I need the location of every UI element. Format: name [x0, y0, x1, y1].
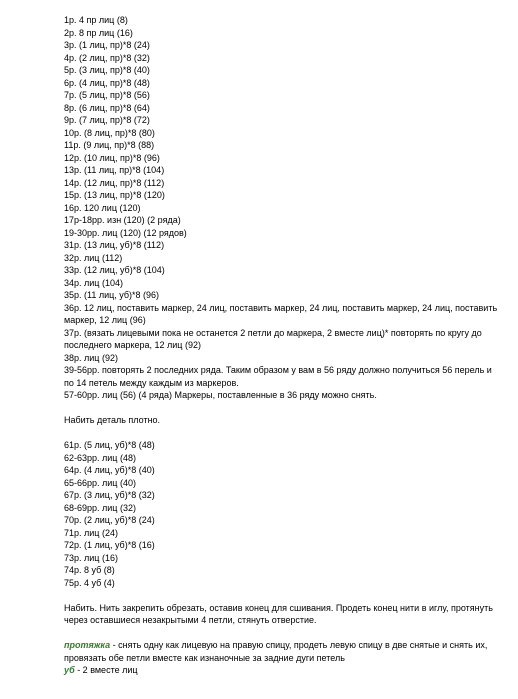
pattern-row: 19-30рр. лиц (120) (12 рядов) — [64, 227, 187, 238]
pattern-row: 64р. (4 лиц, уб)*8 (40) — [64, 465, 155, 475]
pattern-row: 70р. (2 лиц, уб)*8 (24) — [64, 515, 155, 525]
pattern-row: 68-69рр. лиц (32) — [64, 502, 136, 513]
pattern-row: 32р. лиц (112) — [64, 252, 123, 263]
pattern-row: 72р. (1 лиц, уб)*8 (16) — [64, 540, 155, 550]
pattern-row: 16р. 120 лиц (120) — [64, 202, 141, 213]
rows-part-1 — [64, 14, 500, 402]
pattern-row: 36р. 12 лиц, поставить маркер, 24 лиц, поставить маркер, 24 лиц, поставить маркер, 24 лиц, поставить маркер, 12 лиц (96) — [64, 302, 498, 325]
spacer — [64, 427, 500, 440]
pattern-row: 4р. (2 лиц, пр)*8 (32) — [64, 52, 150, 63]
pattern-row: 17р-18рр. изн (120) (2 ряда) — [64, 215, 181, 225]
note-finish: Набить. Нить закрепить обрезать, оставив конец для сшивания. Продеть конец нити в иглу, протянуть через оставшиеся незакрытыми 4 петли, стянуть отверстие. — [64, 602, 493, 625]
pattern-row: 62-63рр. лиц (48) — [64, 452, 136, 463]
glossary-entry — [64, 639, 500, 664]
pattern-row: 13р. (11 лиц, пр)*8 (104) — [64, 165, 165, 175]
pattern-row: 38р. лиц (92) — [64, 352, 118, 363]
rows-part-2 — [64, 439, 500, 589]
pattern-row: 35р. (11 лиц, уб)*8 (96) — [64, 290, 160, 300]
glossary-definition: - снять одну как лицевую на правую спицу, продеть левую спицу в две снятые и снять их, провязать обе петли вместе как изнаночные за задние дуги петель — [64, 640, 488, 663]
spacer — [64, 627, 500, 640]
pattern-row: 57-60рр. лиц (56) (4 ряда) Маркеры, поставленные в 36 ряду можно снять. — [64, 390, 377, 400]
pattern-row: 10р. (8 лиц, пр)*8 (80) — [64, 127, 155, 138]
pattern-row: 39-56рр. повторять 2 последних ряда. Таким образом у вам в 56 ряду должно получиться 56 перель и по 14 петель между каждым из маркеров. — [64, 365, 492, 388]
pattern-row: 31р. (13 лиц, уб)*8 (112) — [64, 240, 165, 250]
glossary-term: протяжка — [64, 640, 111, 650]
pattern-row: 71р. лиц (24) — [64, 527, 118, 538]
pattern-row: 5р. (3 лиц, пр)*8 (40) — [64, 65, 150, 75]
pattern-row: 67р. (3 лиц, уб)*8 (32) — [64, 490, 155, 500]
glossary — [64, 639, 500, 677]
pattern-row: 61р. (5 лиц, уб)*8 (48) — [64, 440, 155, 450]
pattern-document — [64, 14, 500, 677]
spacer — [64, 589, 500, 602]
pattern-row: 33р. (12 лиц, уб)*8 (104) — [64, 265, 165, 275]
pattern-row: 73р. лиц (16) — [64, 552, 118, 563]
note-stuff: Набить деталь плотно. — [64, 415, 161, 425]
pattern-row: 11р. (9 лиц, пр)*8 (88) — [64, 140, 155, 150]
glossary-term: уб — [64, 665, 75, 675]
pattern-row: 6р. (4 лиц, пр)*8 (48) — [64, 77, 150, 88]
pattern-row: 65-66рр. лиц (40) — [64, 477, 136, 488]
glossary-definition: - 2 вместе лиц — [74, 665, 138, 675]
pattern-row: 74р. 8 уб (8) — [64, 565, 115, 575]
pattern-row: 9р. (7 лиц, пр)*8 (72) — [64, 115, 150, 125]
pattern-row: 3р. (1 лиц, пр)*8 (24) — [64, 40, 150, 50]
pattern-row: 14р. (12 лиц, пр)*8 (112) — [64, 177, 165, 188]
pattern-row: 75р. 4 уб (4) — [64, 577, 115, 588]
pattern-row: 7р. (5 лиц, пр)*8 (56) — [64, 90, 150, 100]
glossary-entry — [64, 664, 500, 677]
pattern-row: 8р. (6 лиц, пр)*8 (64) — [64, 102, 150, 113]
spacer — [64, 402, 500, 415]
pattern-row: 1р. 4 пр лиц (8) — [64, 15, 128, 25]
pattern-row: 2р. 8 пр лиц (16) — [64, 27, 133, 38]
pattern-row: 37р. (вязать лицевыми пока не останется 2 петли до маркера, 2 вместе лиц)* повторять по кругу до последнего маркера, 12 лиц (92) — [64, 327, 482, 350]
pattern-row: 15р. (13 лиц, пр)*8 (120) — [64, 190, 165, 200]
pattern-row: 34р. лиц (104) — [64, 277, 123, 288]
pattern-row: 12р. (10 лиц, пр)*8 (96) — [64, 152, 160, 163]
